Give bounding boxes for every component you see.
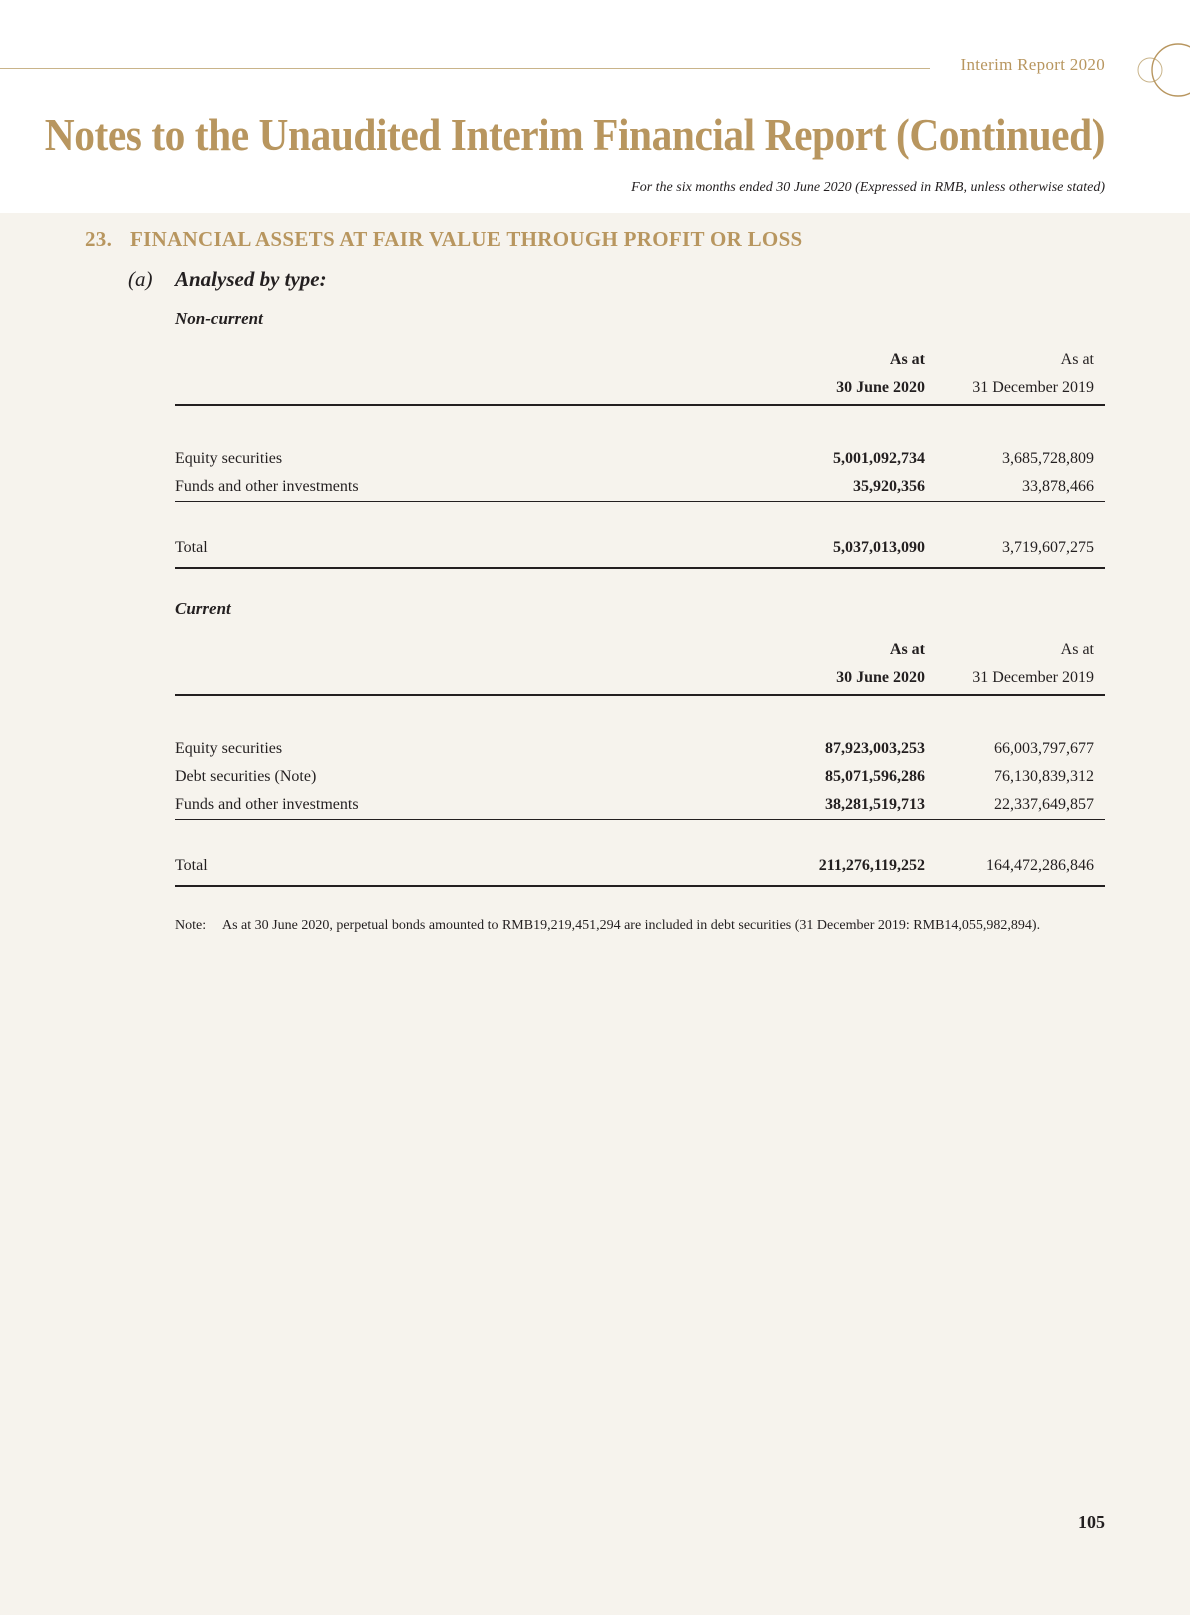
table-header-row [175,664,1105,692]
table-row [175,473,1105,501]
column-header: As at [889,641,925,658]
header-rule [0,68,930,69]
column-header: As at [1060,641,1094,658]
value-2019: 164,472,286,846 [986,857,1094,874]
subsection-title: Analysed by type: [175,267,327,291]
group-label-non-current: Non-current [175,309,263,328]
current-table [175,636,1105,887]
running-head: Interim Report 2020 [960,55,1105,74]
row-label: Funds and other investments [175,478,359,495]
section-heading [85,227,803,252]
note-tag: Note: [175,918,207,933]
total-rule [175,885,1105,887]
non-current-table [175,346,1105,569]
table-row [175,763,1105,791]
table-row [175,791,1105,819]
page-title: Notes to the Unaudited Interim Financial Report (Continued) [44,109,1105,160]
value-2020: 5,001,092,734 [833,450,925,467]
page-subtitle: For the six months ended 30 June 2020 (Expressed in RMB, unless otherwise stated) [631,180,1105,195]
column-header: As at [1060,351,1094,368]
row-label: Debt securities (Note) [175,768,317,785]
value-2019: 76,130,839,312 [994,768,1094,785]
footnote [175,914,1105,938]
total-row [175,534,1105,562]
value-2019: 3,685,728,809 [1002,450,1094,467]
value-2020: 5,037,013,090 [833,539,925,556]
value-2019: 3,719,607,275 [1002,539,1094,556]
value-2019: 33,878,466 [1022,478,1094,495]
row-label: Equity securities [175,740,283,757]
group-label-current: Current [175,599,231,618]
table-row [175,735,1105,763]
value-2019: 66,003,797,677 [994,740,1094,757]
row-label: Funds and other investments [175,796,359,813]
section-number: 23. [85,227,113,251]
subsection-heading [128,267,327,292]
column-header: As at [889,351,925,368]
page-number: 105 [1078,1512,1105,1532]
row-label: Equity securities [175,450,283,467]
column-header: 30 June 2020 [836,669,925,686]
column-header: 31 December 2019 [972,379,1094,396]
note-text: As at 30 June 2020, perpetual bonds amounted to RMB19,219,451,294 are included in debt securities (31 December 2019: RMB14,055,982,894). [222,918,1041,933]
row-label: Total [175,857,208,874]
column-header: 31 December 2019 [972,669,1094,686]
column-header: 30 June 2020 [836,379,925,396]
total-rule [175,567,1105,569]
value-2020: 87,923,003,253 [825,740,925,757]
value-2020: 211,276,119,252 [818,857,925,874]
value-2020: 85,071,596,286 [825,768,925,785]
section-title: FINANCIAL ASSETS AT FAIR VALUE THROUGH PROFIT OR LOSS [130,227,803,251]
row-label: Total [175,539,208,556]
table-header-row [175,346,1105,374]
decorative-circles-icon [1130,42,1190,102]
subsection-letter: (a) [128,267,153,291]
table-header-row [175,374,1105,402]
value-2020: 35,920,356 [853,478,925,495]
value-2020: 38,281,519,713 [825,796,925,813]
table-header-row [175,636,1105,664]
value-2019: 22,337,649,857 [994,796,1094,813]
table-row [175,445,1105,473]
total-row [175,852,1105,880]
